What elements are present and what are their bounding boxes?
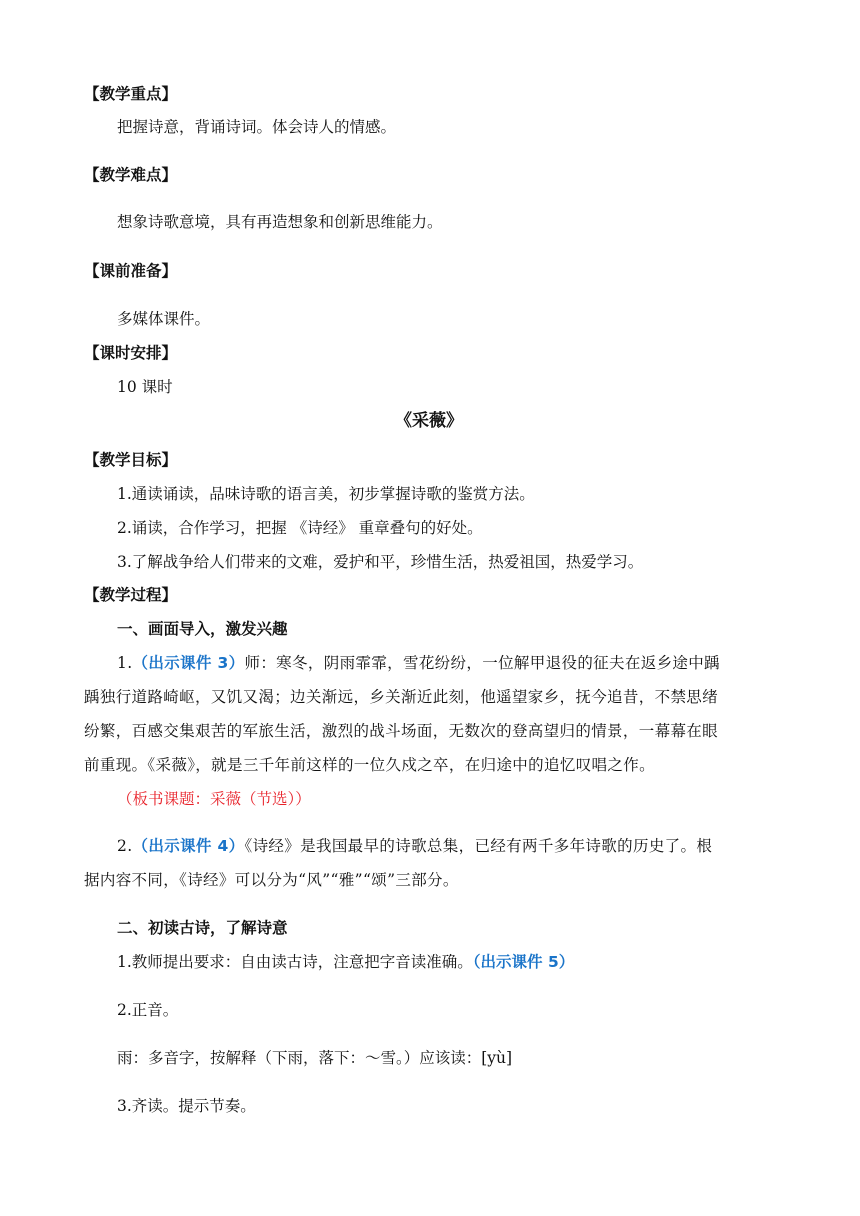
goal-item: 2.诵读，合作学习，把握 《诗经》 重章叠句的好处。 bbox=[117, 519, 483, 537]
step-3: 3.齐读。提示节奏。 bbox=[117, 1097, 256, 1115]
paragraph-2-line-2: 据内容不同，《诗经》可以分为“风”“雅”“颂”三部分。 bbox=[84, 871, 459, 889]
courseware-ref: （出示课件 3） bbox=[132, 654, 245, 672]
prep-heading: 【课前准备】 bbox=[84, 262, 178, 280]
item-number: 1. bbox=[117, 654, 133, 672]
paragraph-2-line-1 bbox=[117, 836, 712, 856]
focus-heading: 【教学重点】 bbox=[84, 85, 178, 103]
item-number: 2. bbox=[117, 837, 133, 855]
goal-item: 3.了解战争给人们带来的文难，爱护和平，珍惜生活，热爱祖国，热爱学习。 bbox=[117, 553, 644, 571]
focus-text: 把握诗意，背诵诗词。体会诗人的情感。 bbox=[117, 118, 397, 136]
goals-heading: 【教学目标】 bbox=[84, 451, 178, 469]
prep-text: 多媒体课件。 bbox=[117, 310, 211, 328]
process-heading: 【教学过程】 bbox=[84, 586, 178, 604]
paragraph-1-line-3: 纷繁，百感交集艰苦的军旅生活，激烈的战斗场面，无数次的登高望归的情景，一幕幕在眼 bbox=[84, 722, 719, 740]
schedule-heading: 【课时安排】 bbox=[84, 344, 178, 362]
paragraph-1-line-1 bbox=[117, 653, 720, 673]
lesson-title: 《采薇》 bbox=[395, 411, 463, 431]
paragraph-text: 《诗经》是我国最早的诗歌总集，已经有两千多年诗歌的历史了。根 bbox=[244, 837, 713, 855]
schedule-text: 10 课时 bbox=[117, 378, 173, 396]
courseware-ref: （出示课件 4） bbox=[132, 837, 245, 855]
courseware-ref: （出示课件 5） bbox=[472, 953, 575, 971]
paragraph-text: 师：寒冬，阴雨霏霏，雪花纷纷，一位解甲退役的征夫在返乡途中踽 bbox=[244, 654, 720, 672]
goal-item: 1.通读诵读，品味诗歌的语言美，初步掌握诗歌的鉴赏方法。 bbox=[117, 485, 535, 503]
difficulty-text: 想象诗歌意境，具有再造想象和创新思维能力。 bbox=[117, 213, 443, 231]
step-text: 1.教师提出要求：自由读古诗，注意把字音读准确。 bbox=[117, 953, 473, 971]
board-title-note: （板书课题：采薇（节选）） bbox=[117, 790, 311, 808]
step-2: 2.正音。 bbox=[117, 1001, 179, 1019]
paragraph-1-line-2: 踽独行道路崎岖，又饥又渴；边关渐远，乡关渐近此刻，他遥望家乡，抚今追昔，不禁思绪 bbox=[84, 688, 719, 706]
difficulty-heading: 【教学难点】 bbox=[84, 166, 178, 184]
paragraph-1-line-4: 前重现。《采薇》，就是三千年前这样的一位久戍之卒，在归途中的追忆叹唱之作。 bbox=[84, 756, 655, 774]
part2-heading: 二、初读古诗，了解诗意 bbox=[117, 919, 288, 937]
pronunciation-note: 雨：多音字，按解释（下雨，落下：～雪。）应该读：[yù] bbox=[117, 1049, 513, 1067]
step-1 bbox=[117, 952, 574, 972]
part1-heading: 一、画面导入，激发兴趣 bbox=[117, 620, 288, 638]
